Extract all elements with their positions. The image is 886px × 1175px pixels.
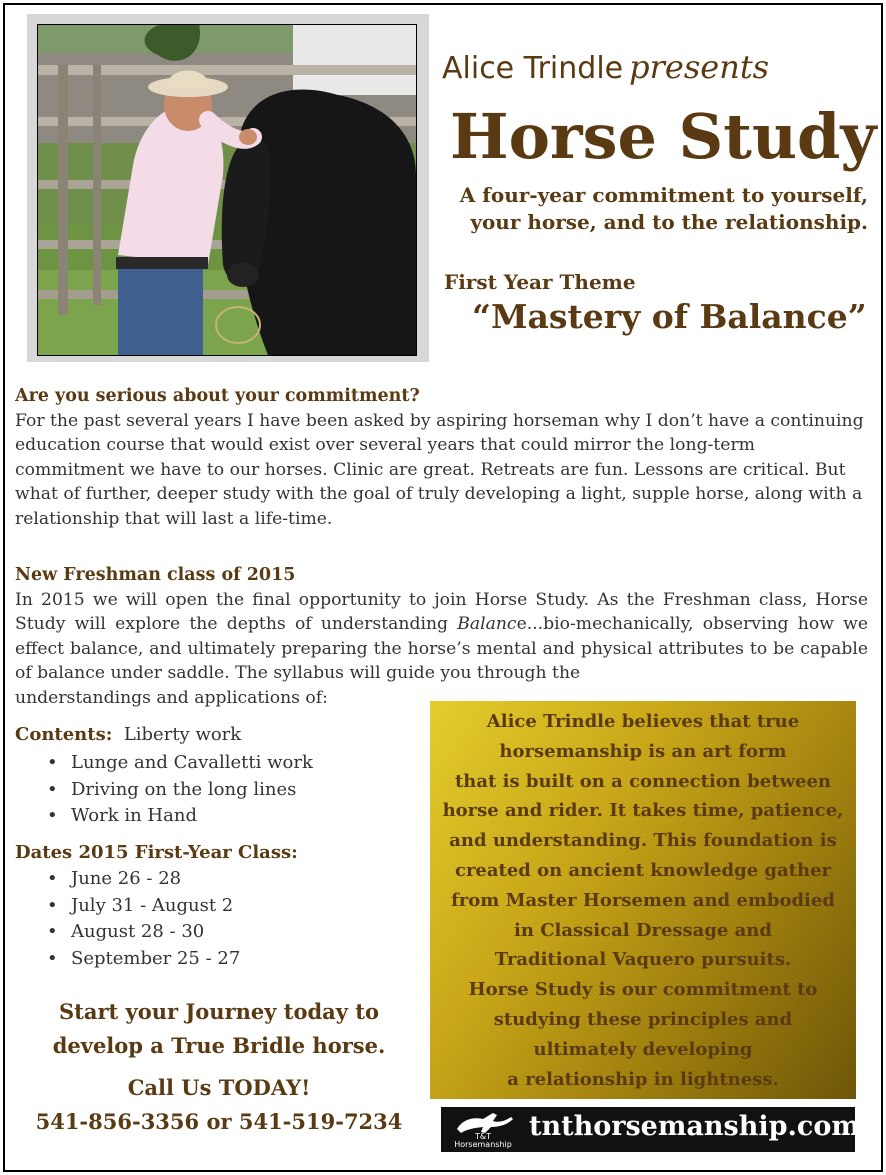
tagline-line-2: your horse, and to the relationship. (470, 210, 868, 234)
horse-photo (37, 24, 417, 356)
theme-label: First Year Theme (444, 270, 636, 294)
theme-name: “Mastery of Balance” (472, 297, 867, 336)
intro-heading: Are you serious about your commitment? (15, 386, 420, 406)
callout-line: horse and rider. It takes time, patience, (442, 800, 844, 822)
list-item: • Work in Hand (47, 803, 313, 830)
callout-line: Traditional Vaquero pursuits. (494, 949, 792, 971)
freshman-heading: New Freshman class of 2015 (15, 565, 296, 585)
tagline (440, 182, 868, 236)
freshman-text-a: In 2015 we will open the final opportunity to join Horse Study. As the Freshman class, Horse Study will explore the depths of understanding (15, 589, 868, 634)
freshman-text-b: e...bio-mechanically, observing how we effect balance, and ultimately preparing the horse’s mental and physical attributes to be capable of balance under saddle. The syllabus will guide you through the (15, 614, 868, 683)
callout-line: from Master Horsemen and embodied (451, 889, 835, 911)
dates-list (47, 866, 240, 972)
presenter-name: Alice Trindle (442, 51, 624, 86)
freshman-last-line: understandings and applications of: (15, 687, 328, 708)
contents-label (15, 724, 241, 745)
phone-numbers: 541-856-3356 or 541-519-7234 (35, 1109, 403, 1134)
callout-line: studying these principles and (493, 1008, 793, 1030)
freshman-section (15, 563, 868, 710)
list-item: • Driving on the long lines (47, 777, 313, 804)
callout-line: in Classical Dressage and (514, 919, 772, 941)
logo-text-line-1: T&T (474, 1132, 491, 1141)
logo-text-line-2: Horsemanship (454, 1140, 512, 1149)
freshman-text-italic: Balanc (457, 614, 517, 634)
journey-line-2: develop a True Bridle horse. (52, 1033, 386, 1058)
journey-line-1: Start your Journey today to (58, 999, 380, 1024)
contents-first: Liberty work (123, 724, 242, 745)
tagline-line-1: A four-year commitment to yourself, (459, 183, 868, 207)
website-url[interactable]: tnthorsemanship.com (529, 1111, 860, 1142)
callout-line: Alice Trindle believes that true (486, 711, 800, 732)
freshman-paragraph (15, 588, 868, 686)
callout-line: created on ancient knowledge gather (454, 859, 832, 881)
presents-word: presents (629, 48, 770, 86)
callout-box (430, 701, 856, 1099)
list-item: • July 31 - August 2 (47, 893, 240, 920)
logo-text (451, 1133, 515, 1149)
callout-line: ultimately developing (533, 1038, 753, 1060)
contents-list (47, 750, 313, 830)
list-item: • September 25 - 27 (47, 946, 240, 973)
page-title: Horse Study (450, 100, 877, 173)
intro-section (15, 384, 868, 531)
callout-line: Horse Study is our commitment to (468, 979, 818, 1001)
website-banner[interactable] (441, 1107, 860, 1152)
journey-cta (24, 995, 414, 1063)
list-item: • Lunge and Cavalletti work (47, 750, 313, 777)
callout-line: horsemanship is an art form (499, 740, 787, 762)
call-us-text: Call Us TODAY! (127, 1075, 311, 1100)
list-item: • August 28 - 30 (47, 919, 240, 946)
callout-text (430, 707, 856, 1094)
call-cta (24, 1071, 414, 1139)
callout-line: a relationship in lightness. (507, 1068, 779, 1090)
intro-paragraph: For the past several years I have been asked by aspiring horseman why I don’t have a continuing education course that would exist over several years that could mirror the long-term commitment we have to our horses. Clinic are great. Retreats are fun. Lessons are critical. But what of further, deeper study with the goal of truly developing a light, supple horse, along with a relationship that will last a life-time. (15, 410, 864, 529)
presenter-line (442, 48, 862, 86)
callout-line: that is built on a connection between (454, 770, 831, 792)
list-item: • June 26 - 28 (47, 866, 240, 893)
callout-line: and understanding. This foundation is (449, 830, 837, 852)
photo-frame (27, 14, 429, 362)
dates-label: Dates 2015 First-Year Class: (15, 842, 298, 863)
contents-heading: Contents: (15, 724, 113, 745)
